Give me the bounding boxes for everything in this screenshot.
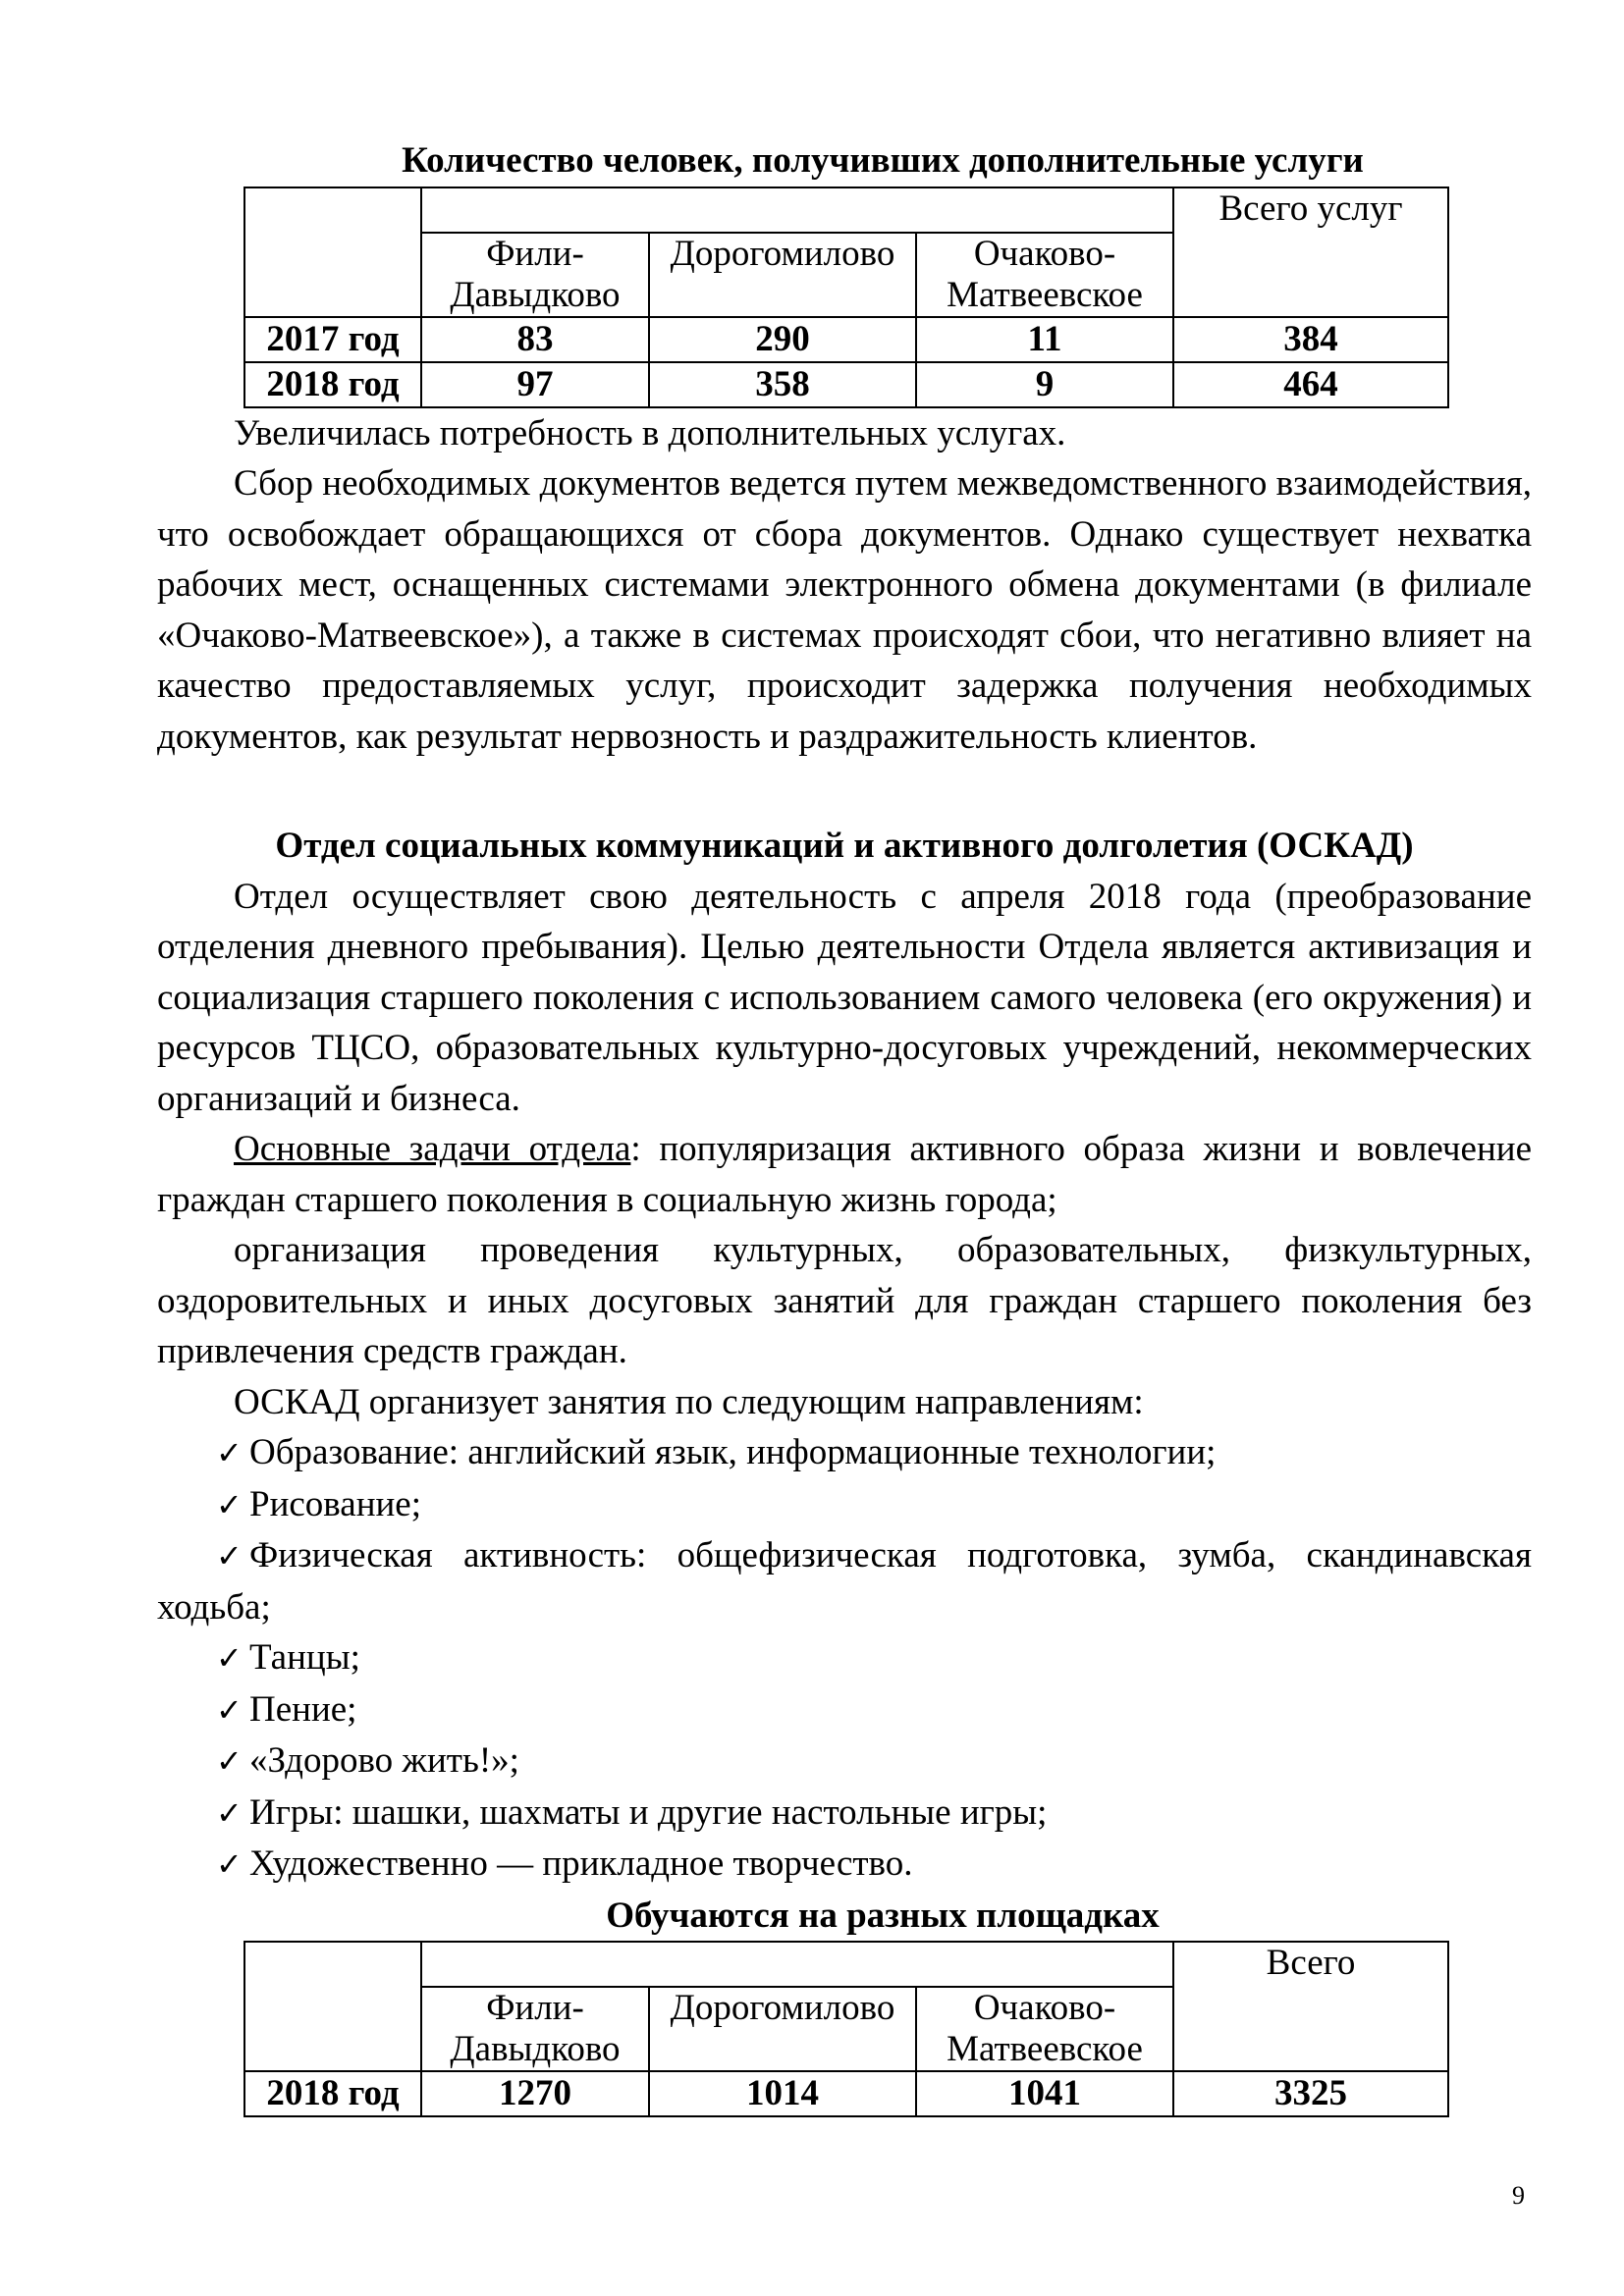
spacer: [157, 762, 1532, 821]
section-title: Отдел социальных коммуникаций и активного долголетия (ОСКАД): [275, 826, 1414, 866]
cell-value: 97: [421, 362, 649, 407]
row-label: 2018 год: [244, 362, 421, 407]
cell-value: 290: [649, 317, 916, 362]
document-page: [157, 135, 1532, 2117]
check-icon: ✓: [216, 1793, 243, 1832]
underlined-text: Основные задачи отдела: [234, 1129, 631, 1169]
list-item: ✓ Пение;: [157, 1684, 1532, 1736]
paragraph: Сбор необходимых документов ведется путем межведомственного взаимодействия, что освобождает обращающихся от сбора документов. Однако существует нехватка рабочих мест, оснащенных системами электронного обмена документами (в филиале «Очаково-Матвеевское»), а также в системах происходят сбои, что негативно влияет на качество предоставляемых услуг, происходит задержка получения необходимых документов, как результат нервозность и раздражительность клиентов.: [157, 463, 1532, 757]
venues-table: [244, 1941, 1449, 2117]
paragraph: Увеличилась потребность в дополнительных услугах.: [234, 412, 1066, 454]
column-header-fili: Фили- Давыдково: [421, 1987, 649, 2071]
table1-title: Количество человек, получивших дополнительные услуги: [402, 140, 1364, 181]
table-row: [244, 2071, 1448, 2116]
check-icon: ✓: [216, 1845, 243, 1883]
list-item: ✓ Танцы;: [157, 1632, 1532, 1684]
cell-total: 3325: [1173, 2071, 1448, 2116]
table-row: [244, 317, 1448, 362]
paragraph: Основные задачи отдела: популяризация активного образа жизни и вовлечение граждан старшего поколения в социальную жизнь города;: [157, 1129, 1532, 1220]
empty-header-cell: [421, 1942, 1173, 1987]
table-header-row: [244, 1942, 1448, 1987]
check-icon: ✓: [216, 1537, 243, 1575]
paragraph: организация проведения культурных, образовательных, физкультурных, оздоровительных и иных досуговых занятий для граждан старшего поколения без привлечения средств граждан.: [157, 1230, 1532, 1371]
empty-corner-cell: [244, 1942, 421, 2071]
check-icon: ✓: [216, 1690, 243, 1729]
total-header: Всего услуг: [1173, 187, 1448, 317]
list-item: ✓ Игры: шашки, шахматы и другие настольные игры;: [157, 1788, 1532, 1840]
row-label: 2018 год: [244, 2071, 421, 2116]
empty-header-cell: [421, 187, 1173, 233]
cell-value: 1270: [421, 2071, 649, 2116]
column-header-ochakovo: Очаково- Матвеевское: [916, 233, 1173, 317]
column-header-dorogomilovo: Дорогомилово: [649, 1987, 916, 2071]
page-number: 9: [1512, 2181, 1525, 2210]
list-item: ✓ Художественно — прикладное творчество.: [157, 1839, 1532, 1891]
list-item: ✓ Образование: английский язык, информационные технологии;: [157, 1427, 1532, 1479]
column-header-dorogomilovo: Дорогомилово: [649, 233, 916, 317]
cell-value: 9: [916, 362, 1173, 407]
list-item: ✓ Рисование;: [157, 1479, 1532, 1531]
empty-corner-cell: [244, 187, 421, 317]
table2-title: Обучаются на разных площадках: [606, 1895, 1160, 1936]
cell-total: 464: [1173, 362, 1448, 407]
column-header-ochakovo: Очаково- Матвеевское: [916, 1987, 1173, 2071]
additional-services-table: [244, 187, 1449, 408]
check-icon: ✓: [216, 1742, 243, 1780]
check-icon: ✓: [216, 1639, 243, 1677]
table-header-row: [244, 187, 1448, 233]
list-item: ✓ «Здорово жить!»;: [157, 1735, 1532, 1788]
checklist: [157, 1427, 1532, 1891]
paragraph: ОСКАД организует занятия по следующим направлениям:: [234, 1381, 1144, 1422]
cell-value: 1041: [916, 2071, 1173, 2116]
cell-value: 1014: [649, 2071, 916, 2116]
check-icon: ✓: [216, 1485, 243, 1523]
cell-total: 384: [1173, 317, 1448, 362]
table-row: [244, 362, 1448, 407]
total-header: Всего: [1173, 1942, 1448, 2071]
row-label: 2017 год: [244, 317, 421, 362]
paragraph: Отдел осуществляет свою деятельность с апреля 2018 года (преобразование отделения дневного пребывания). Целью деятельности Отдела является активизация и социализация старшего поколения с использованием самого человека (его окружения) и ресурсов ТЦСО, образовательных культурно-досуговых учреждений, некоммерческих организаций и бизнеса.: [157, 876, 1532, 1119]
cell-value: 83: [421, 317, 649, 362]
column-header-fili: Фили- Давыдково: [421, 233, 649, 317]
cell-value: 11: [916, 317, 1173, 362]
check-icon: ✓: [216, 1434, 243, 1471]
list-item: ✓ Физическая активность: общефизическая подготовка, зумба, скандинавская ходьба;: [157, 1530, 1532, 1632]
cell-value: 358: [649, 362, 916, 407]
